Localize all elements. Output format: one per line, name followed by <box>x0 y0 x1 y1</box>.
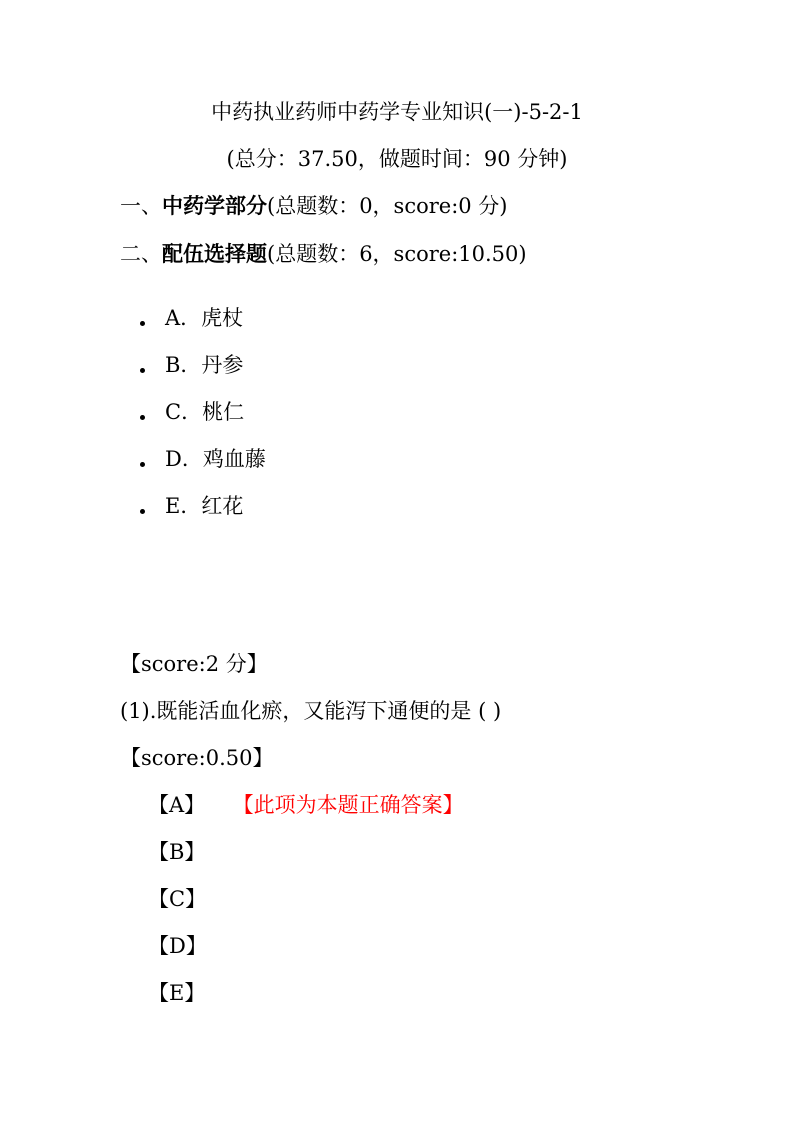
list-item <box>140 351 266 398</box>
bullet-icon <box>140 321 145 326</box>
bullet-icon <box>140 462 145 467</box>
answer-row <box>148 885 206 913</box>
option-list <box>140 304 266 539</box>
option-text: C．桃仁 <box>165 400 245 424</box>
page-subtitle: (总分：37.50，做题时间：90 分钟) <box>226 147 568 171</box>
section-name: 中药学部分 <box>162 193 267 218</box>
answer-row <box>148 791 464 819</box>
list-item <box>140 398 266 445</box>
answer-label: 【D】 <box>148 934 207 958</box>
correct-answer-note: 【此项为本题正确答案】 <box>243 793 464 817</box>
question-text: (1).既能活血化瘀，又能泻下通便的是 ( ) <box>120 699 502 723</box>
question-score: 【score:0.50】 <box>120 746 274 770</box>
list-item <box>140 445 266 492</box>
section-prefix: 二、 <box>120 242 162 266</box>
answer-label: 【E】 <box>148 981 206 1005</box>
section-name: 配伍选择题 <box>162 241 267 266</box>
answer-row <box>148 932 207 960</box>
answer-row <box>148 838 205 866</box>
group-score: 【score:2 分】 <box>120 652 268 676</box>
option-text: D．鸡血藤 <box>165 447 266 471</box>
section-prefix: 一、 <box>120 194 162 218</box>
section-heading <box>120 240 527 268</box>
option-text: E．红花 <box>165 494 244 518</box>
section-info: (总题数：0，score:0 分) <box>267 194 508 218</box>
answer-row <box>148 979 205 1007</box>
bullet-icon <box>140 415 145 420</box>
answer-label: 【C】 <box>148 887 207 911</box>
section-info: (总题数：6，score:10.50) <box>267 242 527 266</box>
option-text: B．丹参 <box>165 353 244 377</box>
answer-label: 【B】 <box>148 840 206 864</box>
page-title: 中药执业药师中药学专业知识(一)-5-2-1 <box>211 100 583 124</box>
list-item <box>140 304 266 351</box>
answer-label: 【A】 <box>148 793 206 817</box>
list-item <box>140 492 266 539</box>
bullet-icon <box>140 509 145 514</box>
bullet-icon <box>140 368 145 373</box>
option-text: A．虎杖 <box>165 306 244 330</box>
section-heading <box>120 192 508 220</box>
